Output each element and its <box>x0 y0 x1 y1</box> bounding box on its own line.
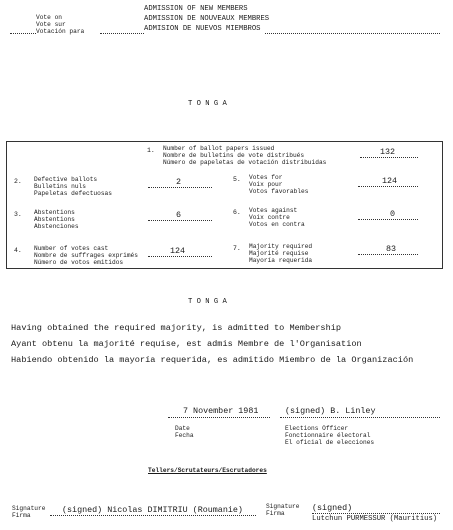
item2-label-fr: Bulletins nuls <box>34 183 86 190</box>
date-label-es: Fecha <box>175 432 194 439</box>
teller-right-name: Lutchun PURMESSUR (Mauritius) <box>312 515 438 523</box>
item1-value: 132 <box>380 147 396 157</box>
item3-number: 3. <box>14 211 22 218</box>
item4-label-es: Número de votos emitidos <box>34 259 124 266</box>
country-title: T O N G A <box>188 100 227 108</box>
item4-label-fr: Nombre de suffrages exprimés <box>34 252 138 259</box>
item3-value: 6 <box>176 210 182 220</box>
vote-on-label-3: Votación para <box>36 28 85 35</box>
teller-right-firma-label: Firma <box>266 510 285 517</box>
item7-value: 83 <box>386 244 397 254</box>
result-line-fr: Ayant obtenu la majorité requise, est admis Membre de l'Organisation <box>11 339 362 349</box>
header-title-es: ADMISION DE NUEVOS MIEMBROS <box>144 25 261 33</box>
item7-number: 7. <box>233 245 241 252</box>
teller-right-signature: (signed) <box>312 503 353 513</box>
vote-on-label-1: Vote on <box>36 14 62 21</box>
item2-label-es: Papeletas defectuosas <box>34 190 112 197</box>
item4-label-en: Number of votes cast <box>34 245 109 252</box>
header-title-leader <box>265 33 440 34</box>
item3-label-fr: Abstentions <box>34 216 75 223</box>
item1-number: 1. <box>147 147 155 154</box>
item2-value: 2 <box>176 177 182 187</box>
header-title-en: ADMISSION OF NEW MEMBERS <box>144 5 248 13</box>
item7-label-fr: Majorité requise <box>249 250 309 257</box>
teller-left-signature: (signed) Nicolas DIMITRIU (Roumanie) <box>62 505 243 515</box>
item5-label-fr: Voix pour <box>249 181 283 188</box>
item7-leader <box>358 254 418 255</box>
item3-label-en: Abstentions <box>34 209 75 216</box>
item5-leader <box>358 186 418 187</box>
item2-leader <box>148 187 212 188</box>
date-label-en: Date <box>175 425 190 432</box>
result-line-es: Habiendo obtenido la mayoría requerida, es admitido Miembro de la Organización <box>11 355 414 365</box>
item5-label-en: Votes for <box>249 174 283 181</box>
item5-number: 5. <box>233 176 241 183</box>
item6-value: 0 <box>390 209 396 219</box>
officer-title-fr: Fonctionnaire électoral <box>285 432 371 439</box>
teller-left-firma-label: Firma <box>12 512 31 519</box>
item5-value: 124 <box>382 176 398 186</box>
officer-title-es: El oficial de elecciones <box>285 439 375 446</box>
item6-label-es: Votos en contra <box>249 221 305 228</box>
item1-label-es: Número de papeletas de votación distribuidas <box>163 159 327 166</box>
item6-label-fr: Voix contre <box>249 214 290 221</box>
result-country-title: T O N G A <box>188 298 227 306</box>
teller-left-signature-label: Signature <box>12 505 46 512</box>
result-line-en: Having obtained the required majority, is admitted to Membership <box>11 323 342 333</box>
item5-label-es: Votos favorables <box>249 188 309 195</box>
item1-label-en: Number of ballot papers issued <box>163 145 275 152</box>
item4-leader <box>148 256 212 257</box>
item3-leader <box>148 220 212 221</box>
teller-right-signature-label: Signature <box>266 503 300 510</box>
item6-label-en: Votes against <box>249 207 298 214</box>
date-leader <box>168 417 270 418</box>
vote-on-label-2: Vote sur <box>36 21 66 28</box>
officer-leader <box>280 417 440 418</box>
item4-value: 124 <box>170 246 186 256</box>
item4-number: 4. <box>14 247 22 254</box>
item1-leader <box>360 157 418 158</box>
teller-right-leader <box>312 513 440 514</box>
officer-signature: (signed) B. Linley <box>285 406 376 416</box>
item7-label-es: Mayoría requerida <box>249 257 313 264</box>
header-title-fr: ADMISSION DE NOUVEAUX MEMBRES <box>144 15 270 23</box>
item6-leader <box>358 219 418 220</box>
item3-label-es: Abstenciones <box>34 223 79 230</box>
teller-left-leader <box>50 515 256 516</box>
item2-number: 2. <box>14 178 22 185</box>
vote-on-leader <box>10 33 36 34</box>
officer-title-en: Elections Officer <box>285 425 349 432</box>
tellers-heading: Tellers/Scrutateurs/Escrutadores <box>148 467 267 474</box>
date-value: 7 November 1981 <box>183 406 259 416</box>
item2-label-en: Defective ballots <box>34 176 98 183</box>
vote-on-leader-2 <box>100 33 144 34</box>
item6-number: 6. <box>233 209 241 216</box>
item7-label-en: Majority required <box>249 243 313 250</box>
item1-label-fr: Nombre de bulletins de vote distribués <box>163 152 305 159</box>
